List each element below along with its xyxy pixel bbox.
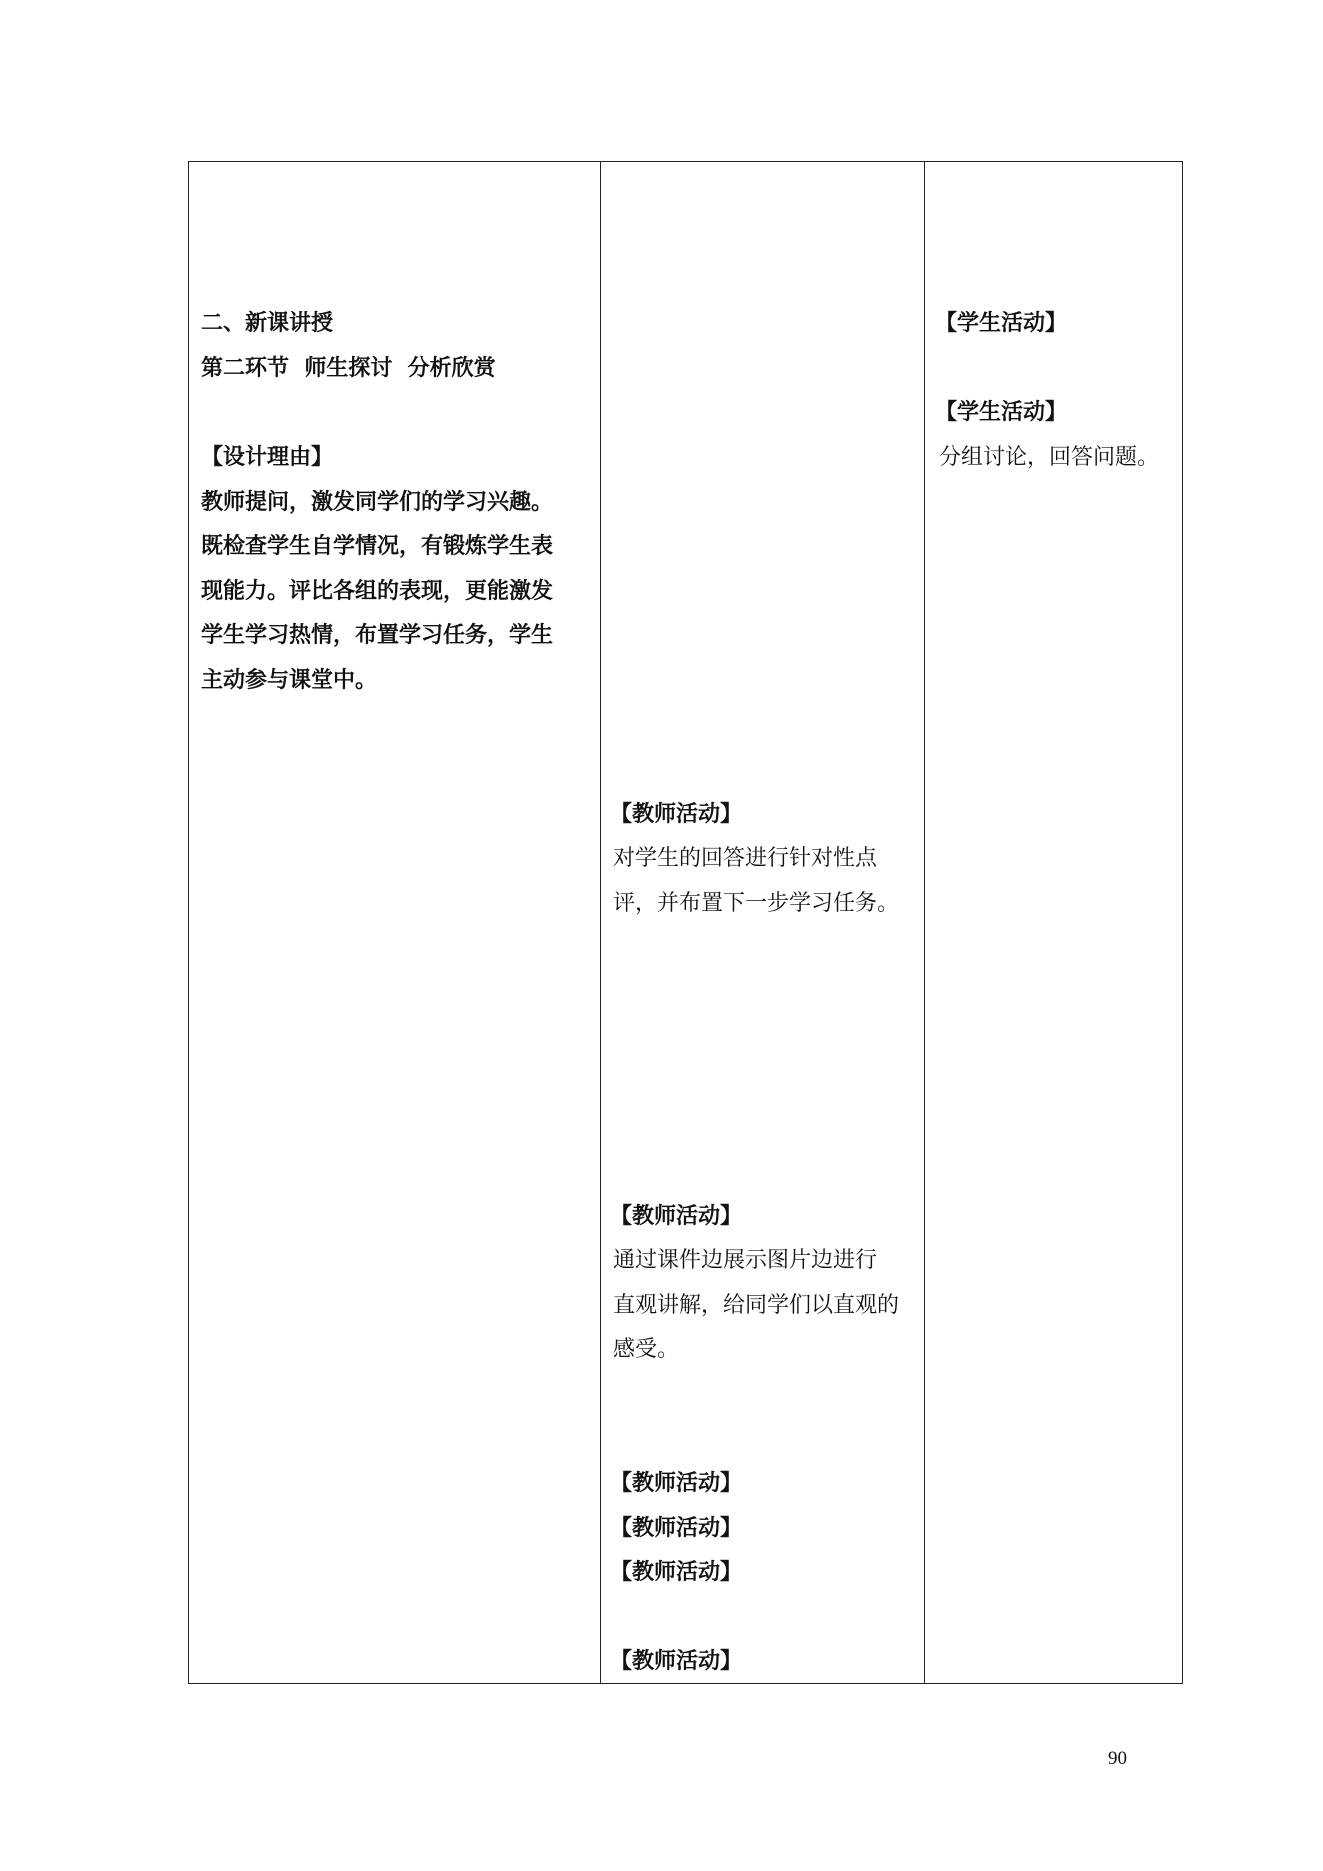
design-reason-label: 【设计理由】 (201, 445, 334, 470)
teacher-activity-label: 【教师活动】 (610, 1204, 743, 1229)
teacher-activity-label: 【教师活动】 (610, 1471, 743, 1496)
teacher-activity-text: 直观讲解，给同学们以直观的 (613, 1293, 900, 1318)
column-divider (600, 162, 601, 1683)
teacher-activity-label: 【教师活动】 (610, 802, 743, 827)
student-activity-label: 【学生活动】 (935, 311, 1068, 336)
design-reason-line: 教师提问，激发同学们的学习兴趣。 (201, 490, 554, 515)
column-divider (924, 162, 925, 1683)
lesson-plan-table (188, 161, 1183, 1684)
subsection-title: 第二环节 师生探讨 分析欣赏 (201, 356, 496, 381)
design-reason-line: 现能力。评比各组的表现，更能激发 (201, 579, 554, 604)
design-reason-line: 主动参与课堂中。 (201, 668, 378, 693)
page-number: 90 (1108, 1748, 1127, 1769)
design-reason-line: 学生学习热情，布置学习任务，学生 (201, 623, 554, 648)
student-activity-label: 【学生活动】 (935, 400, 1068, 425)
teacher-activity-text: 感受。 (613, 1337, 680, 1362)
teacher-activity-text: 通过课件边展示图片边进行 (613, 1248, 878, 1273)
section-title: 二、新课讲授 (201, 311, 334, 336)
teacher-activity-label: 【教师活动】 (610, 1560, 743, 1585)
teacher-activity-label: 【教师活动】 (610, 1649, 743, 1674)
student-activity-text: 分组讨论，回答问题。 (939, 445, 1160, 470)
design-reason-line: 既检查学生自学情况，有锻炼学生表 (201, 534, 554, 559)
teacher-activity-label: 【教师活动】 (610, 1516, 743, 1541)
teacher-activity-text: 评，并布置下一步学习任务。 (613, 891, 900, 916)
teacher-activity-text: 对学生的回答进行针对性点 (613, 846, 878, 871)
